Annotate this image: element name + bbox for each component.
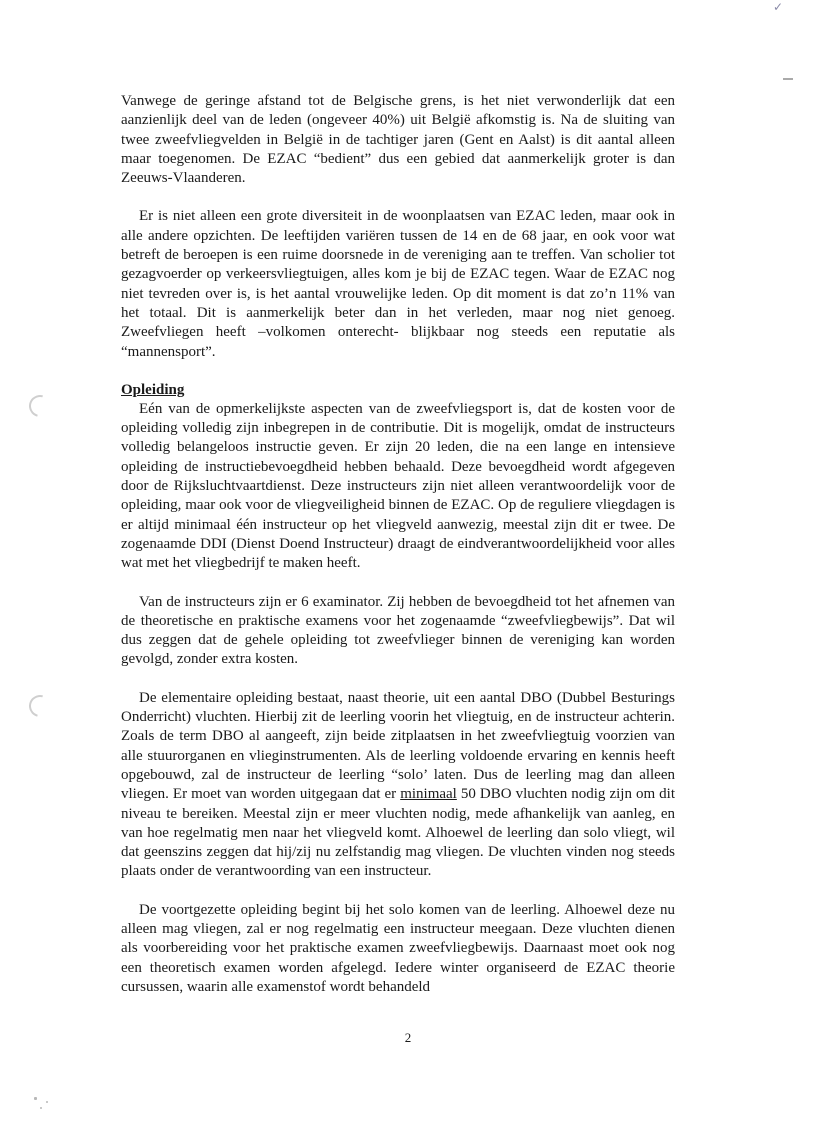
document-body: [121, 92, 675, 1016]
paragraph-members-belgium: Vanwege de geringe afstand tot de Belgische grens, is het niet verwonderlijk dat een aanzienlijk deel van de leden (ongeveer 40%) uit België afkomstig is. Na de sluiting van twee zweefvliegvelden in België in de tachtiger jaren (Gent en Aalst) is dit aantal alleen maar toegenomen. De EZAC “bedient” dus een gebied dat aanmerkelijk groter is dan Zeeuws-Vlaanderen.: [121, 93, 675, 187]
paragraph-examiners: Van de instructeurs zijn er 6 examinator. Zij hebben de bevoegdheid tot het afnemen van de theoretische en praktische examens voor het zogenaamde “zweefvliegbewijs”. Dat wil dus zeggen dat de gehele opleiding tot zweefvlieger binnen de vereniging kan worden gevolgd, zonder extra kosten.: [121, 593, 675, 668]
underlined-word: minimaal: [400, 786, 457, 803]
paragraph-elementary-training: [121, 689, 675, 882]
check-mark-icon: ✓: [773, 0, 784, 14]
text-run: 50 DBO vluchten nodig zijn om dit niveau te bereiken. Meestal zijn er meer vluchten nodig, mede afhankelijk van aanleg, en van hoe regelmatig men naar het vliegveld komt. Alhoewel de leerling dan solo vliegt, wil dat geenszins zeggen dat hij/zij nu zelfstandig mag vliegen. De vluchten vinden nog steeds plaats onder de verantwoording van een instructeur.: [121, 786, 676, 880]
paragraph-diversity: Er is niet alleen een grote diversiteit in de woonplaatsen van EZAC leden, maar ook in alle andere opzichten. De leeftijden variëren tussen de 14 en de 68 jaar, en ook voor wat betreft de beroepen is een ruime doorsnede in de vereniging aan te treffen. Van scholier tot gezagvoerder op verkeersvliegtuigen, alles kom je bij de EZAC tegen. Waar de EZAC nog niet tevreden over is, is het aantal vrouwelijke leden. Op dit moment is dat zo’n 11% van het totaal. Dit is aanmerkelijk beter dan in het verleden, maar nog niet genoeg. Zweefvliegen heeft –volkomen onterecht- blijkbaar nog steeds een reputatie als “mannensport”.: [121, 208, 675, 360]
stray-mark: [783, 78, 793, 80]
text-run: De elementaire opleiding bestaat, naast theorie, uit een aantal DBO (Dubbel Besturings Onderricht) vluchten. Hierbij zit de leerling voorin het vliegtuig, en de instructeur achterin. Zoals de term DBO al aangeeft, zijn beide zitplaatsen in het zweefvliegtuig voorzien van alle stuurorganen en vlieginstrumenten. Als de leerling voldoende ervaring en kennis heeft opgebouwd, zal de instructeur de leerling “solo’ laten. Dus de leerling mag dan alleen vliegen. Er moet van worden uitgegaan dat er: [121, 689, 675, 803]
paragraph-instructors: Eén van de opmerkelijkste aspecten van de zweefvliegsport is, dat de kosten voor de opleiding volledig zijn inbegrepen in de contributie. Dit is mogelijk, omdat de instructeurs volledig belangeloos instructie geven. Er zijn 20 leden, die na een lange en intensieve opleiding de instructiebevoegdheid hebben behaald. Deze bevoegdheid wordt afgegeven door de Rijksluchtvaartdienst. Deze instructeurs zijn niet alleen verantwoordelijk voor de opleiding, maar ook voor de vliegveiligheid binnen de EZAC. Op de reguliere vliegdagen is er altijd minimaal één instructeur op het vliegveld aanwezig, meestal zijn dit er twee. De zogenaamde DDI (Dienst Doend Instructeur) draagt de eindverantwoordelijkheid voor alles wat met het vliegbedrijf te maken heeft.: [121, 400, 675, 572]
paragraph-advanced-training: De voortgezette opleiding begint bij het solo komen van de leerling. Alhoewel deze nu alleen mag vliegen, zal er nog regelmatig een instructeur meegaan. Deze vluchten dienen als voorbereiding voor het praktische examen zweefvliegbewijs. Daarnaast moet ook nog een theoretisch examen worden afgelegd. Iedere winter organiseerd de EZAC theorie cursussen, waarin alle examenstof wordt behandeld: [121, 901, 675, 995]
punch-hole-icon: [25, 691, 55, 721]
section-heading-opleiding: Opleiding: [121, 381, 185, 398]
page-number: 2: [404, 1030, 412, 1045]
scan-speck: [40, 1107, 42, 1109]
punch-hole-icon: [25, 391, 55, 421]
scan-speck: [46, 1101, 48, 1103]
scan-speck: [34, 1097, 37, 1100]
